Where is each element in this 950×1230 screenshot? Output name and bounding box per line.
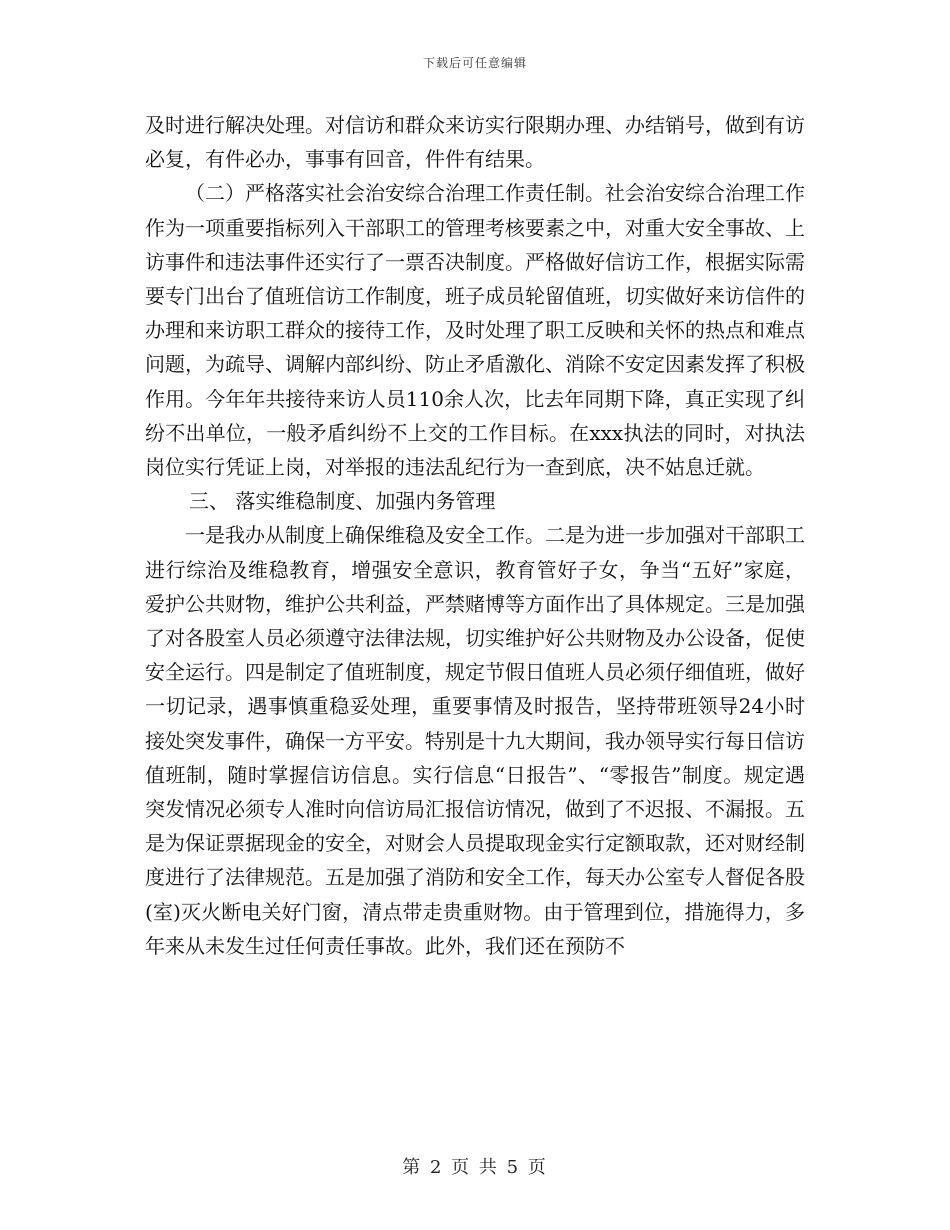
page-footer: 第 2 页 共 5 页 bbox=[402, 1157, 548, 1178]
page-header: 下载后可任意编辑 bbox=[422, 56, 527, 70]
section-heading-three: 三、 落实维稳制度、加强内务管理 bbox=[189, 489, 496, 514]
paragraph-section-two: （二）严格落实社会治安综合治理工作责任制。社会治安综合治理工作作为一项重要指标列入干部职工的管理考核要素之中，对重大安全事故、上访事件和违法事件还实行了一票否决制度。严格做好信访工作，根据实际需要专门出台了值班信访工作制度，班子成员轮留值班，切实做好来访信件的办理和来访职工群众的接待工作，及时处理了职工反映和关怀的热点和难点问题，为疏导、调解内部纠纷、防止矛盾激化、消除不安定因素发挥了积极作用。今年年共接待来访人员110余人次，比去年同期下降，真正实现了纠纷不出单位，一般矛盾纠纷不上交的工作目标。在xxx执法的同时，对执法岗位实行凭证上岗，对举报的违法乱纪行为一查到底，决不姑息迁就。 bbox=[145, 181, 805, 480]
paragraph-section-three: 一是我办从制度上确保维稳及安全工作。二是为进一步加强对干部职工进行综治及维稳教育，增强安全意识，教育管好子女，争当“五好”家庭，爱护公共财物，维护公共利益，严禁赌博等方面作出了具体规定。三是加强了对各股室人员必须遵守法律法规，切实维护好公共财物及办公设备，促使安全运行。四是制定了值班制度，规定节假日值班人员必须仔细值班，做好一切记录，遇事慎重稳妥处理，重要事情及时报告，坚持带班领导24小时接处突发事件，确保一方平安。特别是十九大期间，我办领导实行每日信访值班制，随时掌握信访信息。实行信息“日报告”、“零报告”制度。规定遇突发情况必须专人准时向信访局汇报信访情况，做到了不迟报、不漏报。五是为保证票据现金的安全，对财会人员提取现金实行定额取款，还对财经制度进行了法律规范。五是加强了消防和安全工作，每天办公室专人督促各股(室)灭火断电关好门窗，清点带走贵重财物。由于管理到位，措施得力，多年来从未发生过任何责任事故。此外，我们还在预防不 bbox=[145, 523, 805, 958]
document-body bbox=[145, 108, 805, 963]
paragraph-continuation: 及时进行解决处理。对信访和群众来访实行限期办理、办结销号，做到有访必复，有件必办，事事有回音，件件有结果。 bbox=[145, 113, 805, 172]
